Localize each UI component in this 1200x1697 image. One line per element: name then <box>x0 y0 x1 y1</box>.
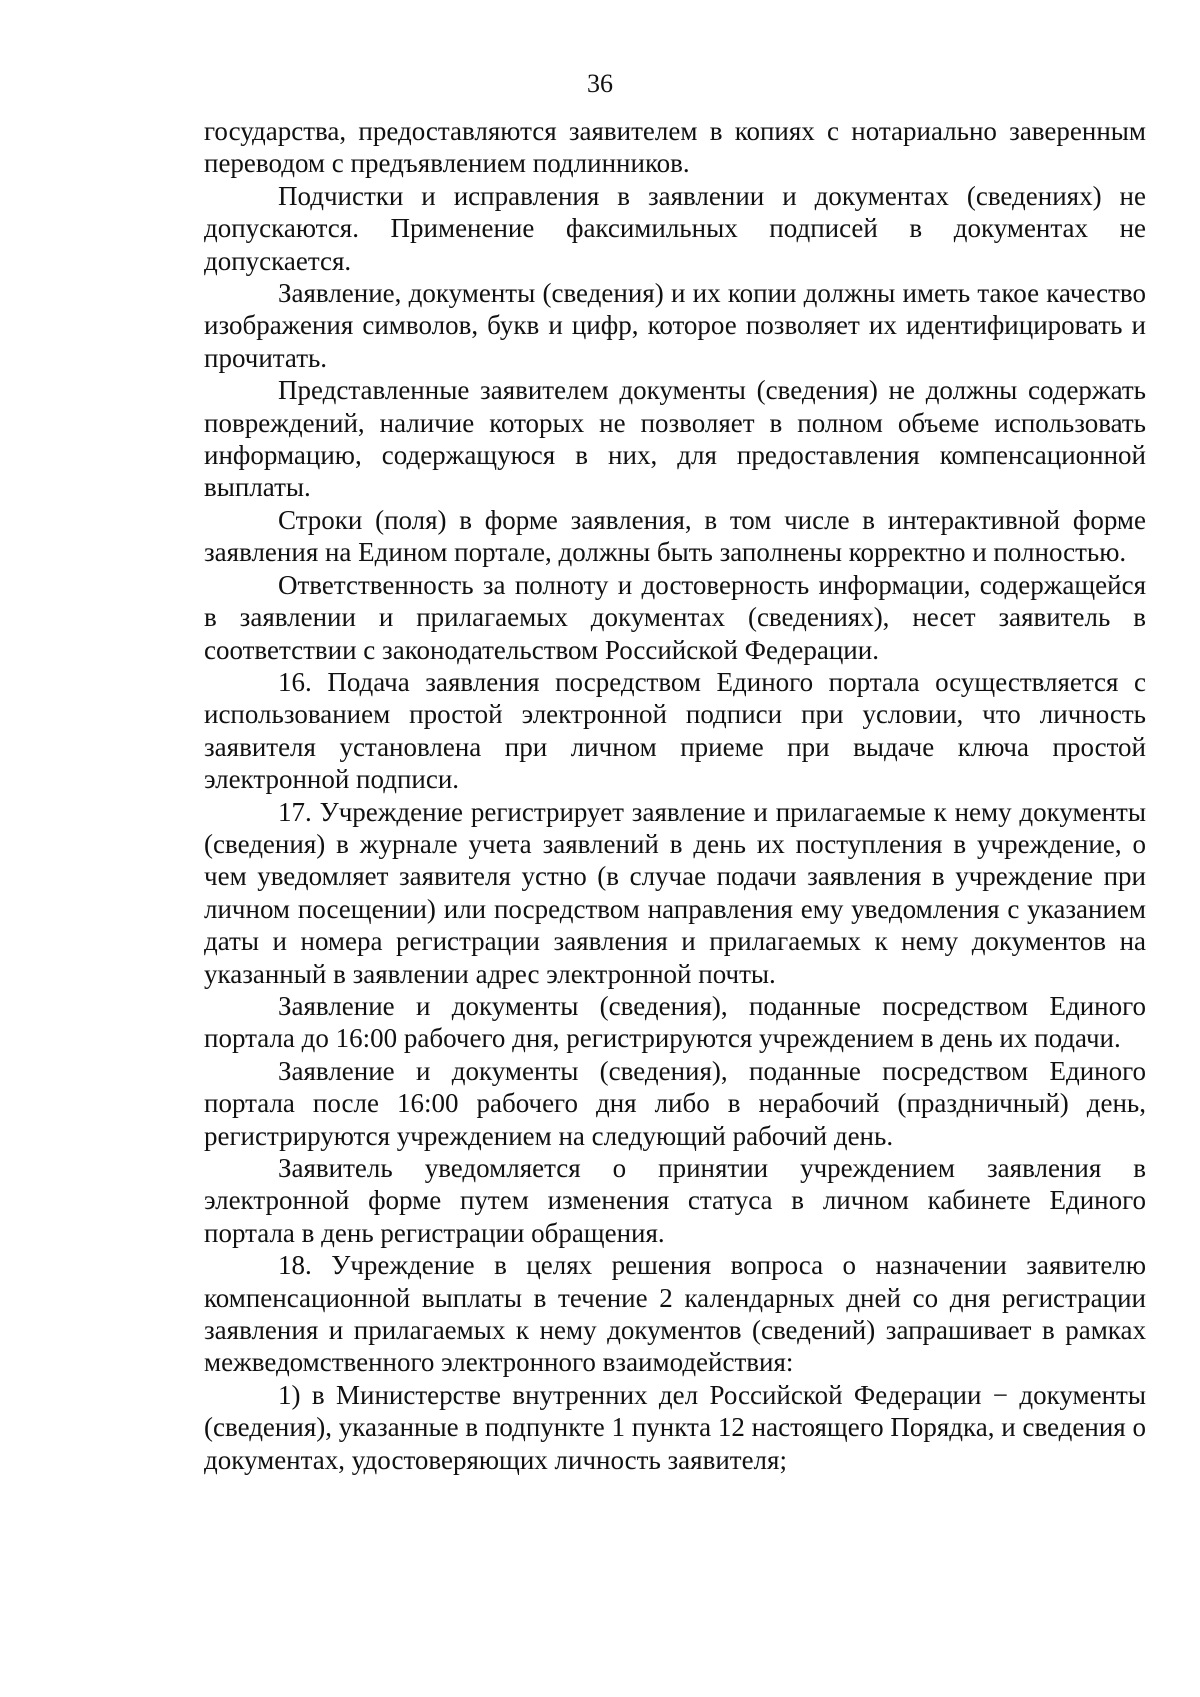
paragraph: Заявление и документы (сведения), поданные посредством Единого портала до 16:00 рабочего дня, регистрируются учреждением в день их подачи. <box>204 990 1146 1054</box>
paragraph: Строки (поля) в форме заявления, в том числе в интерактивной форме заявления на Едином портале, должны быть заполнены корректно и полностью. <box>204 504 1146 568</box>
paragraph: Подчистки и исправления в заявлении и документах (сведениях) не допускаются. Применение факсимильных подписей в документах не допускается. <box>204 180 1146 276</box>
paragraph: Заявитель уведомляется о принятии учреждением заявления в электронной форме путем изменения статуса в личном кабинете Единого портала в день регистрации обращения. <box>204 1153 1146 1248</box>
paragraph-item-17: 17. Учреждение регистрирует заявление и прилагаемые к нему документы (сведения) в журнале учета заявлений в день их поступления в учреждение, о чем уведомляет заявителя устно (в случае подачи заявления в учреждение при личном посещении) или посредством направления ему уведомления с указанием даты и номера регистрации заявления и прилагаемых к нему документов на указанный в заявлении адрес электронной почты. <box>204 796 1146 989</box>
page-number: 36 <box>587 69 613 98</box>
paragraph-continuation: государства, предоставляются заявителем в копиях с нотариально заверенным переводом с предъявлением подлинников. <box>204 116 1146 179</box>
paragraph: Заявление, документы (сведения) и их копии должны иметь такое качество изображения символов, букв и цифр, которое позволяет их идентифицировать и прочитать. <box>204 278 1146 373</box>
paragraph: Представленные заявителем документы (сведения) не должны содержать повреждений, наличие которых не позволяет в полном объеме использовать информацию, содержащуюся в них, для предоставления компенсационной выплаты. <box>204 375 1146 503</box>
paragraph: Ответственность за полноту и достоверность информации, содержащейся в заявлении и прилагаемых документах (сведениях), несет заявитель в соответствии с законодательством Российской Федерации. <box>204 569 1146 665</box>
paragraph-item-18: 18. Учреждение в целях решения вопроса о назначении заявителю компенсационной выплаты в течение 2 календарных дней со дня регистрации заявления и прилагаемых к нему документов (сведений) запрашивает в рамках межведомственного электронного взаимодействия: <box>204 1250 1146 1378</box>
paragraph-subitem-1: 1) в Министерстве внутренних дел Российской Федерации − документы (сведения), указанные в подпункте 1 пункта 12 настоящего Порядка, и сведения о документах, удостоверяющих личность заявителя; <box>204 1379 1146 1475</box>
paragraph: Заявление и документы (сведения), поданные посредством Единого портала после 16:00 рабочего дня либо в нерабочий (праздничный) день, регистрируются учреждением на следующий рабочий день. <box>204 1055 1146 1151</box>
paragraph-item-16: 16. Подача заявления посредством Единого портала осуществляется с использованием простой электронной подписи при условии, что личность заявителя установлена при личном приеме при выдаче ключа простой электронной подписи. <box>204 666 1146 795</box>
document-body <box>204 115 1146 1476</box>
